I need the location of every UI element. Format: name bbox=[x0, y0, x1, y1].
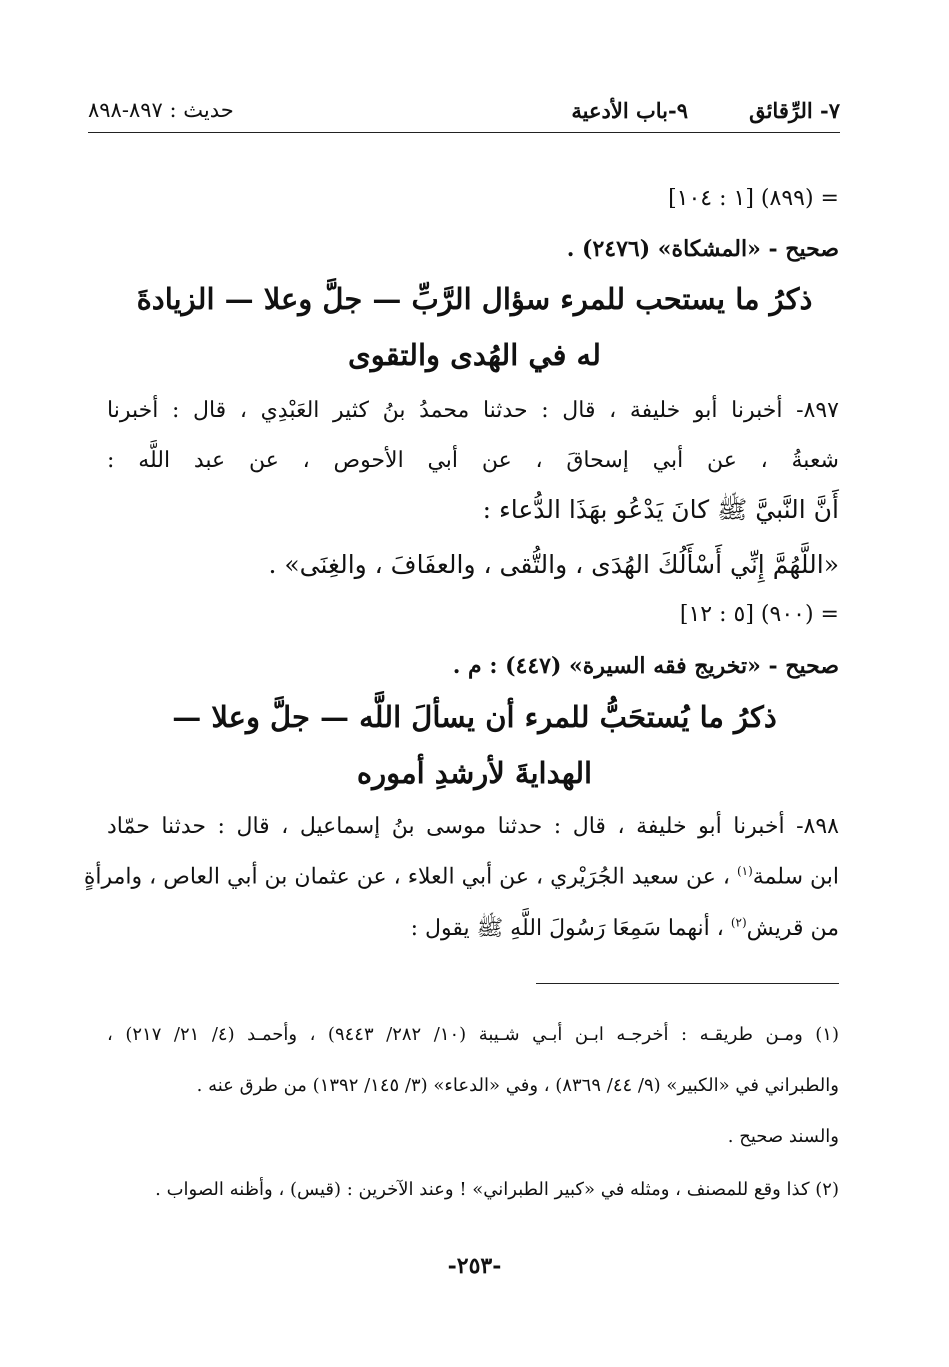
header-hadith-range: حديث : ٨٩٧-٨٩٨ bbox=[88, 98, 234, 122]
hadith-897-isnad-line2: شعبةُ ، عن أبي إسحاقَ ، عن أبي الأحوص ، عن عبد اللَّه : bbox=[107, 448, 839, 473]
hadith-898-text: ، أنهما سَمِعَا رَسُولَ اللَّهِ ﷺ يقول : bbox=[410, 916, 731, 941]
grade-note-2: صحيح - «تخريج فقه السيرة» (٤٤٧) : م . bbox=[452, 653, 839, 679]
hadith-898-isnad-line1: ٨٩٨- أخبرنا أبو خليفة ، قال : حدثنا موسى بنُ إسماعيل ، قال : حدثنا حمّاد bbox=[107, 814, 839, 839]
hadith-898-text: من قريش bbox=[746, 916, 839, 941]
page-number: -٢٥٣- bbox=[447, 1253, 502, 1279]
header-chapter: ٧- الرِّقائق bbox=[749, 98, 840, 123]
hadith-897-matn-line2: «اللَّهُمَّ إِنِّي أَسْأَلُكَ الهُدَى ، والتُّقى ، والعفَافَ ، والغِنَى» . bbox=[268, 550, 839, 579]
section-title-2-line1: ذكرُ ما يُستحَبُّ للمرء أن يسألَ اللَّه — جلَّ وعلا — bbox=[172, 700, 777, 734]
section-title-1-line2: له في الهُدى والتقوى bbox=[348, 338, 601, 372]
hadith-897-matn-line1: أَنَّ النَّبيَّ ﷺ كانَ يَدْعُو بهَذَا الدُّعاء : bbox=[482, 495, 839, 524]
hadith-897-isnad-line1: ٨٩٧- أخبرنا أبو خليفة ، قال : حدثنا محمدُ بنُ كثير العَبْدِي ، قال : أخبرنا bbox=[107, 398, 839, 423]
cross-reference-899: = (٨٩٩) [١ : ١٠٤] bbox=[668, 186, 839, 211]
footnote-1-line3: والسند صحيح . bbox=[727, 1126, 839, 1147]
footnote-marker-1: (١) bbox=[736, 864, 753, 878]
footnote-1-line2: والطبراني في «الكبير» (٩/ ٤٤/ ٨٣٦٩) ، وفي «الدعاء» (٣/ ١٤٥/ ١٣٩٢) من طرق عنه . bbox=[196, 1075, 839, 1096]
hadith-898-text: ، عن سعيد الجُرَيْري ، عن أبي العلاء ، عن عثمان بن أبي العاص ، وامرأةٍ bbox=[83, 864, 737, 890]
hadith-898-isnad-line3 bbox=[411, 914, 839, 946]
grade-note-1: صحيح - «المشكاة» (٢٤٧٦) . bbox=[566, 236, 839, 262]
footnote-marker-2: (٢) bbox=[730, 915, 747, 930]
cross-reference-900: = (٩٠٠) [٥ : ١٢] bbox=[679, 602, 839, 627]
running-header bbox=[88, 92, 840, 133]
hadith-898-isnad-line2 bbox=[83, 864, 839, 890]
hadith-898-text: ابن سلمة bbox=[752, 864, 839, 890]
header-bab: ٩-باب الأدعية bbox=[571, 98, 688, 123]
section-title-1-line1: ذكرُ ما يستحب للمرء سؤال الرَّبِّ — جلَّ وعلا — الزيادةَ bbox=[136, 282, 813, 316]
section-title-2-line2: الهدايةَ لأرشدِ أموره bbox=[356, 756, 593, 790]
footnote-2-line1: (٢) كذا وقع للمصنف ، ومثله في «كبير الطبراني» ! وعند الآخرين : (قيس) ، وأظنه الصواب . bbox=[155, 1179, 839, 1200]
footnote-1-line1: (١) ومـن طريقـه : أخرجـه ابـن أبـي شـيبة (١٠/ ٢٨٢/ ٩٤٤٣) ، وأحمـد (٤/ ٢١/ ٢١٧) ، bbox=[107, 1024, 839, 1045]
footnote-separator bbox=[536, 983, 839, 984]
